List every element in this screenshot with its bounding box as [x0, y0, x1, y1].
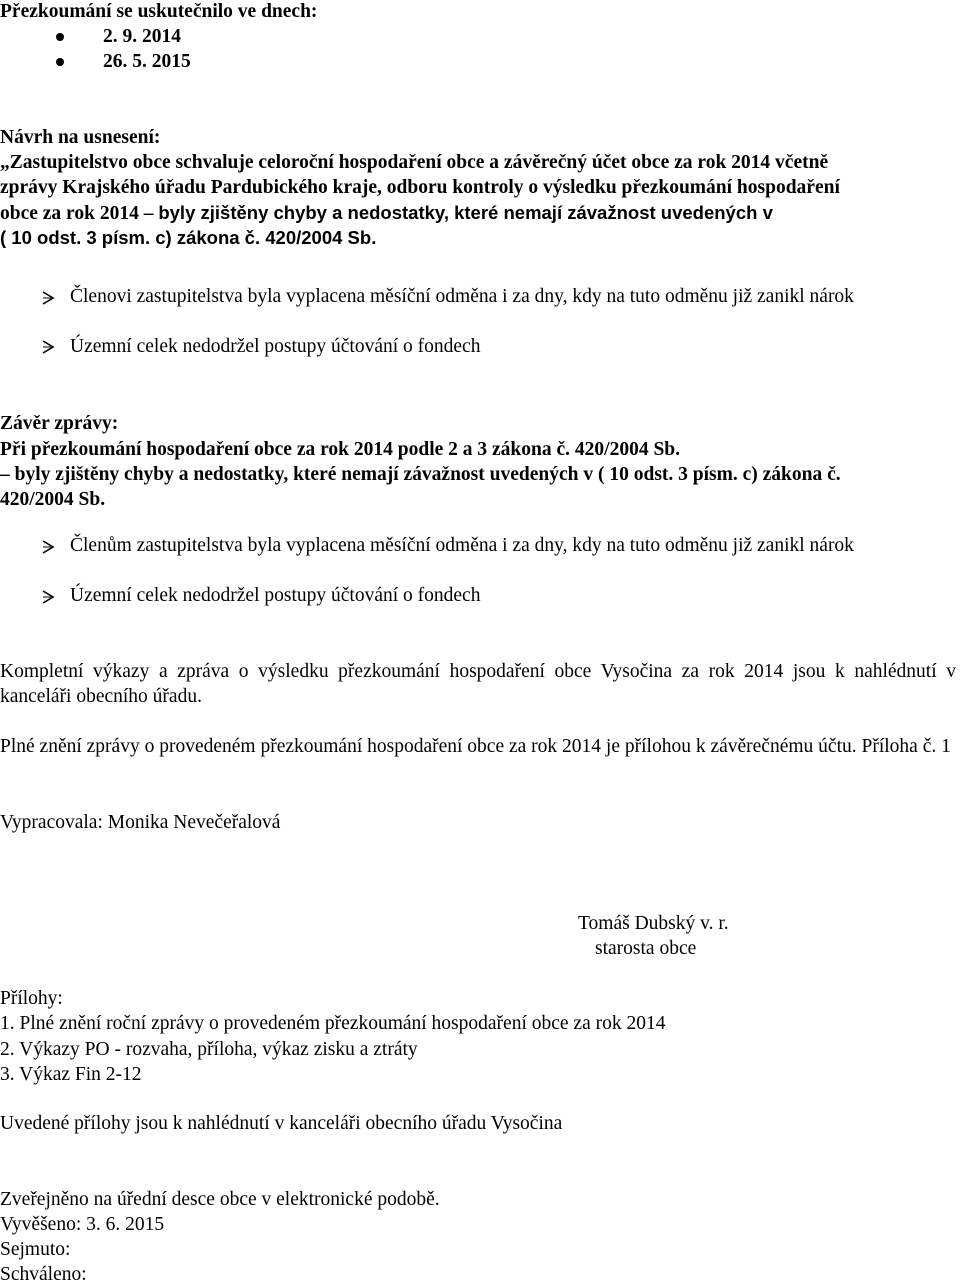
attachment-item: 2. Výkazy PO - rozvaha, příloha, výkaz zisku a ztráty: [0, 1039, 418, 1060]
proposal-line: zprávy Krajského úřadu Pardubického kraje, odboru kontroly o výsledku přezkoumání hospodaření: [0, 177, 840, 198]
posted-line: Vyvěšeno: 3. 6. 2015: [0, 1214, 165, 1235]
conclusion-finding: Územní celek nedodržel postupy účtování o fondech: [70, 585, 481, 606]
full-text-paragraph: Plné znění zprávy o provedeném přezkoumání hospodaření obce za rok 2014 je přílohou k závěrečnému účtu. Příloha č. 1: [0, 736, 951, 757]
attachments-heading: Přílohy:: [0, 988, 63, 1009]
removed-line: Sejmuto:: [0, 1239, 71, 1260]
conclusion-finding: Členům zastupitelstva byla vyplacena měsíční odměna i za dny, kdy na tuto odměnu již zanikl nárok: [70, 535, 854, 556]
proposal-heading: Návrh na usnesení:: [0, 127, 161, 148]
proposal-line: [0, 200, 773, 226]
proposal-line: „Zastupitelstvo obce schvaluje celoroční hospodaření obce a závěrečný účet obce za rok 2014 včetně: [0, 152, 829, 173]
arrow-bullet-icon: [40, 290, 56, 306]
proposal-line-bold: ( 10 odst. 3 písm. c) zákona č. 420/2004 Sb.: [0, 227, 377, 248]
conclusion-heading: Závěr zprávy:: [0, 413, 119, 434]
arrow-bullet-icon: [40, 589, 56, 605]
attachment-item: 1. Plné znění roční zprávy o provedeném přezkoumání hospodaření obce za rok 2014: [0, 1013, 666, 1034]
date-item: 2. 9. 2014: [103, 26, 181, 47]
proposal-line-bold: byly zjištěny chyby a nedostatky, které nemají závažnost uvedených v: [158, 202, 773, 223]
bullet-icon: [56, 58, 64, 66]
conclusion-line: Při přezkoumání hospodaření obce za rok 2014 podle 2 a 3 zákona č. 420/2004 Sb.: [0, 439, 681, 460]
dates-heading: Přezkoumání se uskutečnilo ve dnech:: [0, 1, 318, 22]
conclusion-line: 420/2004 Sb.: [0, 489, 106, 510]
proposal-finding: Územní celek nedodržel postupy účtování o fondech: [70, 336, 481, 357]
prepared-by: Vypracovala: Monika Nevečeřalová: [0, 812, 281, 833]
published-line: Zveřejněno na úřední desce obce v elektronické podobě.: [0, 1189, 440, 1210]
arrow-bullet-icon: [40, 339, 56, 355]
complete-reports-paragraph: Kompletní výkazy a zpráva o výsledku přezkoumání hospodaření obce Vysočina za rok 2014 jsou k nahlédnutí v kanceláři obecního úřadu.: [0, 661, 956, 707]
attachment-item: 3. Výkaz Fin 2-12: [0, 1064, 142, 1085]
proposal-line-normal: obce za rok 2014 –: [0, 203, 159, 224]
date-item: 26. 5. 2015: [103, 51, 191, 72]
approved-line: Schváleno:: [0, 1264, 87, 1285]
proposal-finding: Členovi zastupitelstva byla vyplacena měsíční odměna i za dny, kdy na tuto odměnu již zanikl nárok: [70, 286, 854, 307]
bullet-icon: [56, 33, 64, 41]
attachments-note: Uvedené přílohy jsou k nahlédnutí v kanceláři obecního úřadu Vysočina: [0, 1113, 563, 1134]
conclusion-line: – byly zjištěny chyby a nedostatky, které nemají závažnost uvedených v ( 10 odst. 3 písm. c) zákona č.: [0, 464, 841, 485]
signature-title: starosta obce: [595, 938, 697, 959]
signature-name: Tomáš Dubský v. r.: [578, 913, 729, 934]
arrow-bullet-icon: [40, 539, 56, 555]
